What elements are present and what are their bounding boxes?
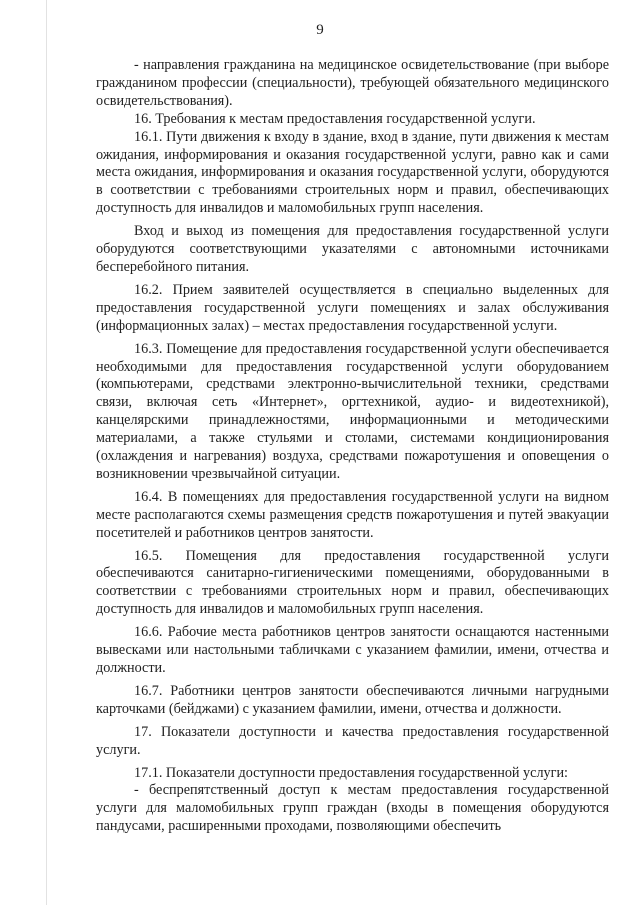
- paragraph-17-1: 17.1. Показатели доступности предоставления государственной услуги:: [134, 764, 568, 781]
- page-edge-line: [46, 0, 47, 905]
- paragraph-16-3: 16.3. Помещение для предоставления государственной услуги обеспечивается необходимыми для предоставления государственной услуги оборудованием (компьютерами, средствами электронно-вычислительной техники, средствами связи, включая сеть «Интернет», оргтехникой, аудио- и видеотехникой), канцелярскими принадлежностями, информационными и методическими материалами, а также стульями и столами, системами кондиционирования (охлаждения и нагревания) воздуха, средствами пожаротушения и оповещения о возникновении чрезвычайной ситуации.: [96, 340, 609, 482]
- paragraph-entrance-exit: Вход и выход из помещения для предоставления государственной услуги оборудуются соответствующими указателями с автономными источниками бесперебойного питания.: [96, 223, 609, 275]
- section-17-heading: 17. Показатели доступности и качества предоставления государственной услуги.: [96, 723, 609, 758]
- paragraph-16-4: 16.4. В помещениях для предоставления государственной услуги на видном месте располагаются схемы размещения средств пожаротушения и путей эвакуации посетителей и работников центров занятости.: [96, 488, 609, 541]
- page-number: 9: [316, 22, 324, 38]
- paragraph-16-6: 16.6. Рабочие места работников центров занятости оснащаются настенными вывесками или настольными табличками с указанием фамилии, имени, отчества и должности.: [96, 624, 609, 676]
- paragraph-barrier-free-access: - беспрепятственный доступ к местам предоставления государственной услуги для маломобильных групп граждан (входы в помещения оборудуются пандусами, расширенными проходами, позволяющими обеспечить: [96, 782, 609, 835]
- paragraph-16-1: 16.1. Пути движения к входу в здание, вход в здание, пути движения к местам ожидания, информирования и оказания государственной услуги, равно как и сами места ожидания, информирования и оказания государственной услуги, оборудуются в соответствии с требованиями строительных норм и правил, обеспечивающих доступность для инвалидов и маломобильных групп населения.: [96, 128, 609, 217]
- paragraph-16-2: 16.2. Прием заявителей осуществляется в специально выделенных для предоставления государственной услуги помещениях и залах обслуживания (информационных залах) – местах предоставления государственной услуги.: [96, 281, 609, 334]
- paragraph-referral-medical-exam: - направления гражданина на медицинское освидетельствование (при выборе гражданином профессии (специальности), требующей обязательного медицинского освидетельствования).: [96, 57, 609, 109]
- paragraph-16-5: 16.5. Помещения для предоставления государственной услуги обеспечиваются санитарно-гигиеническими помещениями, оборудованными в соответствии с требованиями строительных норм и правил, обеспечивающих доступность для инвалидов и маломобильных групп населения.: [96, 547, 609, 618]
- section-16-heading: 16. Требования к местам предоставления государственной услуги.: [134, 110, 536, 127]
- document-body: [96, 57, 609, 836]
- paragraph-16-7: 16.7. Работники центров занятости обеспечиваются личными нагрудными карточками (бейджами) с указанием фамилии, имени, отчества и должности.: [96, 682, 609, 717]
